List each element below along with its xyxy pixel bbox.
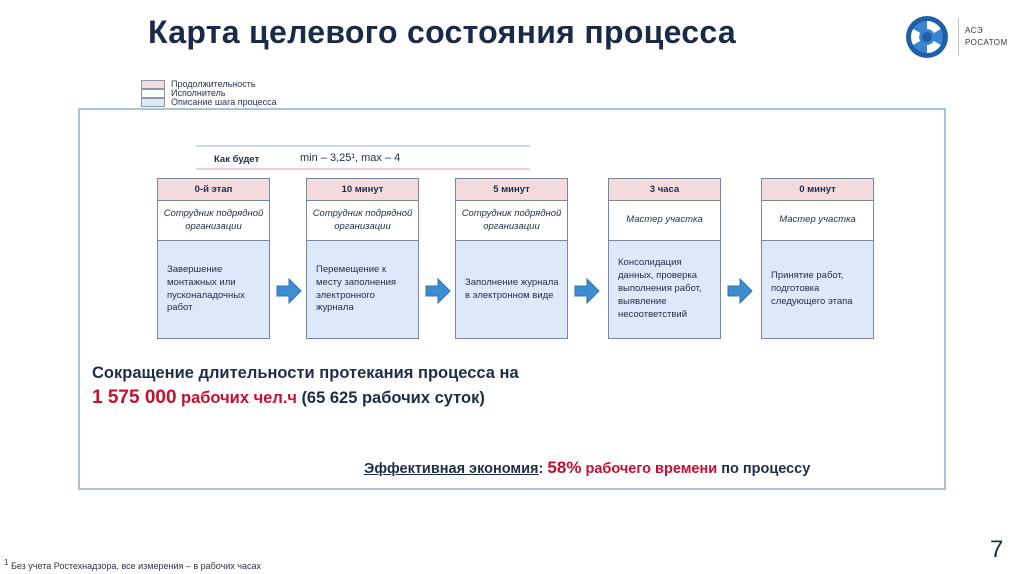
summary-paren: (65 625 рабочих суток) xyxy=(301,389,485,407)
rosatom-logo xyxy=(904,14,1014,60)
economy-line xyxy=(364,458,810,478)
footnote-text: Без учета Ростехнадзора, все измерения – в рабочих часах xyxy=(10,561,262,571)
step-description: Перемещение к месту заполнения электронного журнала xyxy=(306,241,419,339)
arrow-right-icon xyxy=(276,278,302,304)
process-step xyxy=(761,178,874,339)
legend-swatch-executor xyxy=(141,89,165,98)
summary-value-line xyxy=(92,387,485,409)
plan-value: min – 3,25¹, max – 4 xyxy=(300,152,401,164)
process-step xyxy=(455,178,568,339)
summary-value: 1 575 000 xyxy=(92,387,177,408)
plan-line-top xyxy=(196,145,530,147)
step-duration: 5 минут xyxy=(455,178,568,201)
step-description: Завершение монтажных или пусконаладочных работ xyxy=(157,241,270,339)
step-description: Принятие работ, подготовка следующего этапа xyxy=(761,241,874,339)
economy-suffix: по процессу xyxy=(721,461,811,477)
footnote-mark: 1 xyxy=(4,558,9,567)
legend-label: Исполнитель xyxy=(171,88,226,98)
economy-colon: : xyxy=(538,461,544,477)
arrow-right-icon xyxy=(574,278,600,304)
page-number: 7 xyxy=(990,536,1004,563)
step-executor: Сотрудник подрядной организации xyxy=(157,201,270,241)
arrow-right-icon xyxy=(727,278,753,304)
step-executor: Мастер участка xyxy=(608,201,721,241)
process-step xyxy=(157,178,270,339)
process-step xyxy=(608,178,721,339)
legend-swatch-description xyxy=(141,98,165,107)
step-duration: 10 минут xyxy=(306,178,419,201)
arrow-right-icon xyxy=(425,278,451,304)
step-description: Заполнение журнала в электронном виде xyxy=(455,241,568,339)
process-step xyxy=(306,178,419,339)
step-description: Консолидация данных, проверка выполнения работ, выявление несоответствий xyxy=(608,241,721,339)
logo-line-2: РОСАТОМ xyxy=(965,38,1008,47)
legend-label: Продолжительность xyxy=(171,79,256,89)
step-duration: 3 часа xyxy=(608,178,721,201)
step-executor: Сотрудник подрядной организации xyxy=(455,201,568,241)
summary-unit: рабочих чел.ч xyxy=(180,389,297,407)
plan-line-bottom xyxy=(196,168,530,170)
rosatom-logo-icon xyxy=(904,14,950,60)
economy-text: рабочего времени xyxy=(585,461,718,477)
summary-text: Сокращение длительности протекания процесса на xyxy=(92,364,519,382)
economy-label: Эффективная экономия xyxy=(364,461,539,477)
plan-label: Как будет xyxy=(214,154,260,165)
legend-swatch-duration xyxy=(141,80,165,89)
logo-line-1: АСЭ xyxy=(965,26,984,35)
logo-divider xyxy=(958,18,959,56)
legend-label: Описание шага процесса xyxy=(171,97,277,107)
slide-title: Карта целевого состояния процесса xyxy=(148,14,736,50)
step-duration: 0 минут xyxy=(761,178,874,201)
step-duration: 0-й этап xyxy=(157,178,270,201)
economy-percent: 58% xyxy=(547,458,582,477)
footnote xyxy=(4,558,261,571)
step-executor: Сотрудник подрядной организации xyxy=(306,201,419,241)
step-executor: Мастер участка xyxy=(761,201,874,241)
